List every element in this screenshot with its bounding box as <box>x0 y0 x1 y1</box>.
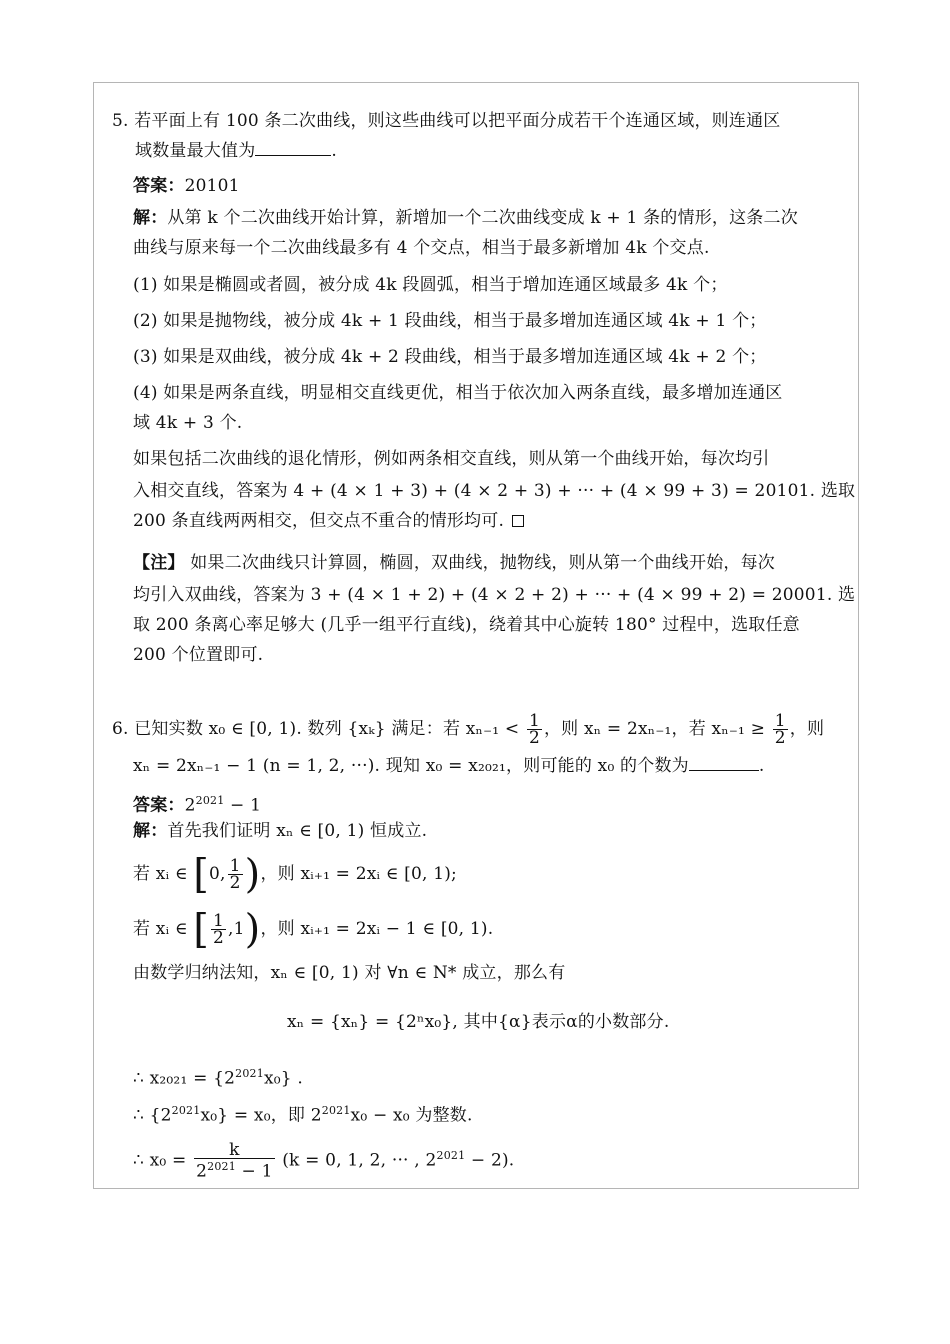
fraction-half: $\frac{1}{2}$ <box>213 911 225 948</box>
qed-box-icon <box>512 515 524 527</box>
fraction-half: $\frac{1}{2}$ <box>774 711 786 748</box>
p6-case2: 若 xᵢ ∈ [ $\frac{1}{2}$ ,1)，则 xᵢ₊₁ = 2xᵢ − 1 ∈ [0, 1). <box>133 906 494 953</box>
fraction-half: $\frac{1}{2}$ <box>528 711 540 748</box>
p5-solution-line2: 曲线与原来每一个二次曲线最多有 4 个交点，相当于最多新增加 4k 个交点. <box>133 238 710 258</box>
p5-case4-line2: 域 4k + 3 个. <box>133 413 243 433</box>
p6-solution-line1: 解：首先我们证明 xₙ ∈ [0, 1) 恒成立. <box>133 821 428 841</box>
p5-solution-line1: 解：从第 k 个二次曲线开始计算，新增加一个二次曲线变成 k + 1 条的情形，这条二次 <box>133 208 798 228</box>
p5-note-line3: 取 200 条离心率足够大 (几乎一组平行直线)，绕着其中心旋转 180° 过程中，选取任意 <box>133 615 800 635</box>
p5-para-line1: 如果包括二次曲线的退化情形，例如两条相交直线，则从第一个曲线开始，每次均引 <box>133 449 770 469</box>
p6-case1: 若 xᵢ ∈ [0, $\frac{1}{2}$ )，则 xᵢ₊₁ = 2xᵢ ∈ [0, 1); <box>133 851 457 898</box>
p6-therefore2: ∴ $\{2^{2021}x_0\} = x_0$，即 $2^{2021}x_0 - x_0$ 为整数. <box>133 1104 473 1126</box>
p5-para-line2: 入相交直线，答案为 4 + (4 × 1 + 3) + (4 × 2 + 3) + ··· + (4 × 99 + 3) = 20101. 选取 <box>133 481 856 501</box>
p5-case3: (3) 如果是双曲线，被分成 4k + 2 段曲线，相当于最多增加连通区域 4k + 2 个； <box>133 347 767 367</box>
fraction-half: $\frac{1}{2}$ <box>229 856 241 893</box>
p5-answer: 答案：20101 <box>133 176 240 196</box>
p5-note-line4: 200 个位置即可. <box>133 645 264 665</box>
p5-case4-line1: (4) 如果是两条直线，明显相交直线更优，相当于依次加入两条直线，最多增加连通区 <box>133 383 783 403</box>
p5-question-line1: 5. 若平面上有 100 条二次曲线，则这些曲线可以把平面分成若干个连通区域，则连通区 <box>112 111 781 131</box>
p6-answer: 答案：$2^{2021} - 1$ <box>133 794 262 816</box>
p5-case1: (1) 如果是椭圆或者圆，被分成 4k 段圆弧，相当于增加连通区域最多 4k 个； <box>133 275 728 295</box>
p5-case2: (2) 如果是抛物线，被分成 4k + 1 段曲线，相当于最多增加连通区域 4k + 1 个； <box>133 311 767 331</box>
p6-therefore3: ∴ x₀ = $\frac{k}{2^{2021} - 1}$ (k = 0, 1, 2, ··· , $2^{2021} - 2$). <box>133 1140 515 1182</box>
fraction-k-over: $\frac{k}{2^{2021} - 1}$ <box>196 1140 273 1182</box>
p6-answer-blank <box>689 756 759 771</box>
p5-answer-blank <box>255 141 331 156</box>
p6-induction: 由数学归纳法知，xₙ ∈ [0, 1) 对 ∀n ∈ N* 成立，那么有 <box>133 963 566 983</box>
p6-question-line1: 6. 已知实数 x₀ ∈ [0, 1). 数列 {xₖ} 满足：若 xₙ₋₁ < $\frac{1}{2}$ ，则 xₙ = 2xₙ₋₁，若 xₙ₋₁ ≥ $\frac{1}{2}$ ，则 <box>112 711 825 748</box>
p6-therefore1: ∴ $x_{2021} = \{2^{2021}x_0\}$ . <box>133 1067 303 1089</box>
p5-note-line2: 均引入双曲线，答案为 3 + (4 × 1 + 2) + (4 × 2 + 2) + ··· + (4 × 99 + 2) = 20001. 选 <box>133 585 856 605</box>
p6-center-equation: xₙ = {xₙ} = {2ⁿx₀}, 其中{α}表示α的小数部分. <box>287 1012 670 1032</box>
p6-question-line2: xₙ = 2xₙ₋₁ − 1 (n = 1, 2, ···). 现知 x₀ = x₂₀₂₁，则可能的 x₀ 的个数为 . <box>133 756 765 776</box>
p5-question-line2: 域数量最大值为 . <box>135 141 338 161</box>
p5-note-line1: 【注】 如果二次曲线只计算圆，椭圆，双曲线，抛物线，则从第一个曲线开始，每次 <box>133 553 776 573</box>
p5-para-line3: 200 条直线两两相交，但交点不重合的情形均可. <box>133 510 524 532</box>
